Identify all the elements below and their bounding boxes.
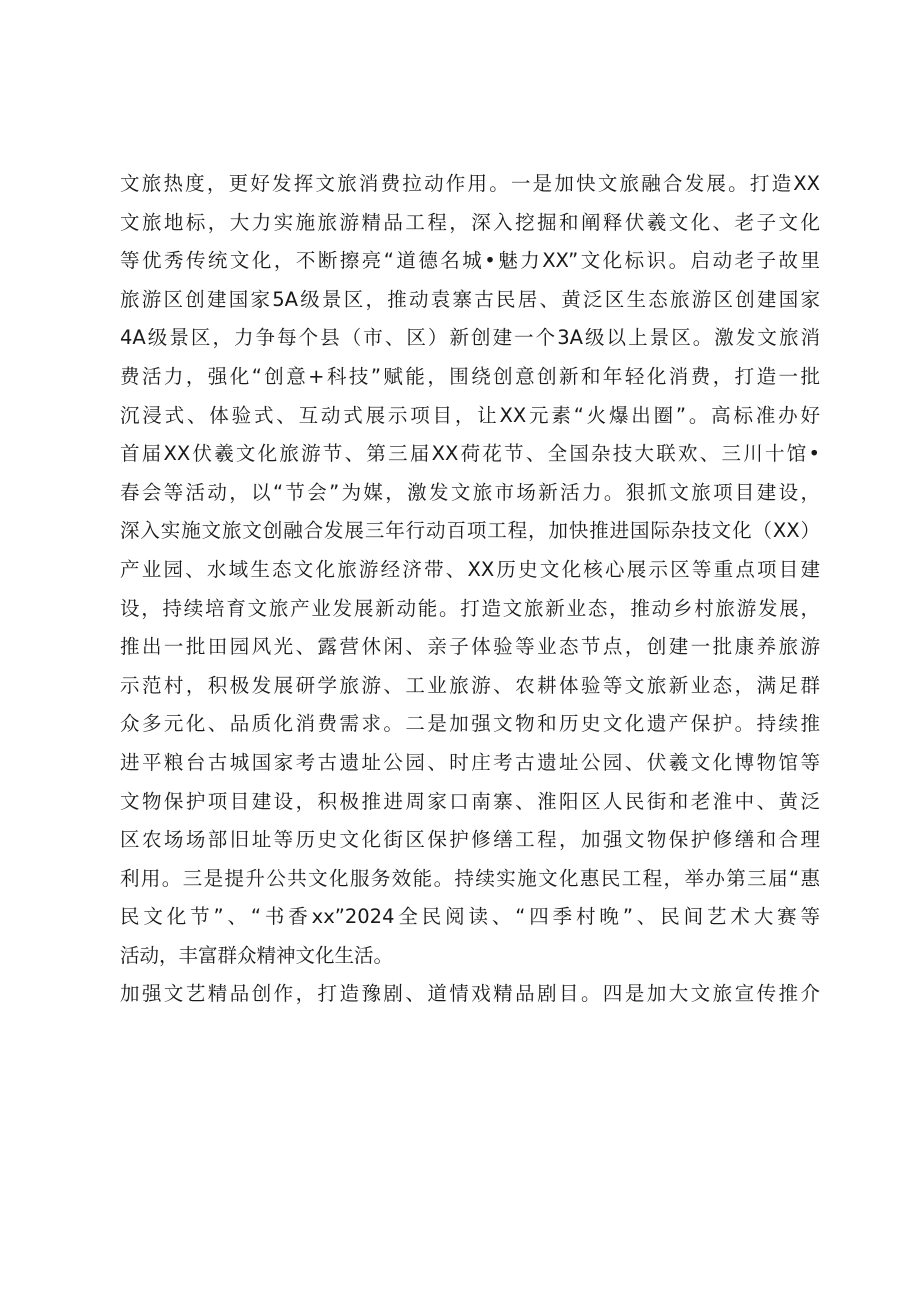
text-line: 产业园、水域生态文化旅游经济带、XX历史文化核心展示区等重点项目建 <box>120 557 820 581</box>
text-line: 文旅热度，更好发挥文旅消费拉动作用。一是加快文旅融合发展。打造XX <box>120 172 820 195</box>
text-line: 等优秀传统文化，不断擦亮“道德名城•魅力XX”文化标识。启动老子故里 <box>120 249 820 273</box>
text-line: 春会等活动，以“节会”为媒，激发文旅市场新活力。狠抓文旅项目建设， <box>120 480 820 504</box>
text-line: 利用。三是提升公共文化服务效能。持续实施文化惠民工程，举办第三届“惠 <box>120 866 820 890</box>
text-line: 深入实施文旅文创融合发展三年行动百项工程，加快推进国际杂技文化（XX） <box>120 519 820 543</box>
text-line: 旅游区创建国家5A级景区，推动袁寨古民居、黄泛区生态旅游区创建国家 <box>120 287 820 311</box>
text-line: 文旅地标，大力实施旅游精品工程，深入挖掘和阐释伏羲文化、老子文化 <box>120 210 820 234</box>
text-line: 进平粮台古城国家考古遗址公园、时庄考古遗址公园、伏羲文化博物馆等 <box>120 750 820 774</box>
text-line: 4A级景区，力争每个县（市、区）新创建一个3A级以上景区。激发文旅消 <box>120 326 820 350</box>
text-line: 首届XX伏羲文化旅游节、第三届XX荷花节、全国杂技大联欢、三川十馆• <box>120 442 820 466</box>
text-line: 费活力，强化“创意+科技”赋能，围绕创意创新和年轻化消费，打造一批 <box>120 364 820 388</box>
text-line: 众多元化、品质化消费需求。二是加强文物和历史文化遗产保护。持续推 <box>120 712 820 736</box>
text-line: 区农场场部旧址等历史文化街区保护修缮工程，加强文物保护修缮和合理 <box>120 828 820 852</box>
text-line: 沉浸式、体验式、互动式展示项目，让XX元素“火爆出圈”。高标准办好 <box>120 403 820 427</box>
text-line: 民文化节”、“书香xx”2024全民阅读、“四季村晚”、民间艺术大赛等 <box>120 905 820 929</box>
paragraph-end-line: 活动，丰富群众精神文化生活。 <box>120 943 394 967</box>
text-line: 推出一批田园风光、露营休闲、亲子体验等业态节点，创建一批康养旅游 <box>120 635 820 659</box>
text-line: 文物保护项目建设，积极推进周家口南寨、淮阳区人民街和老淮中、黄泛 <box>120 789 820 813</box>
text-line: 示范村，积极发展研学旅游、工业旅游、农耕体验等文旅新业态，满足群 <box>120 673 820 697</box>
text-line: 加强文艺精品创作，打造豫剧、道情戏精品剧目。四是加大文旅宣传推介 <box>120 982 820 1006</box>
body-text <box>120 165 820 1014</box>
text-line: 设，持续培育文旅产业发展新动能。打造文旅新业态，推动乡村旅游发展， <box>120 596 820 620</box>
